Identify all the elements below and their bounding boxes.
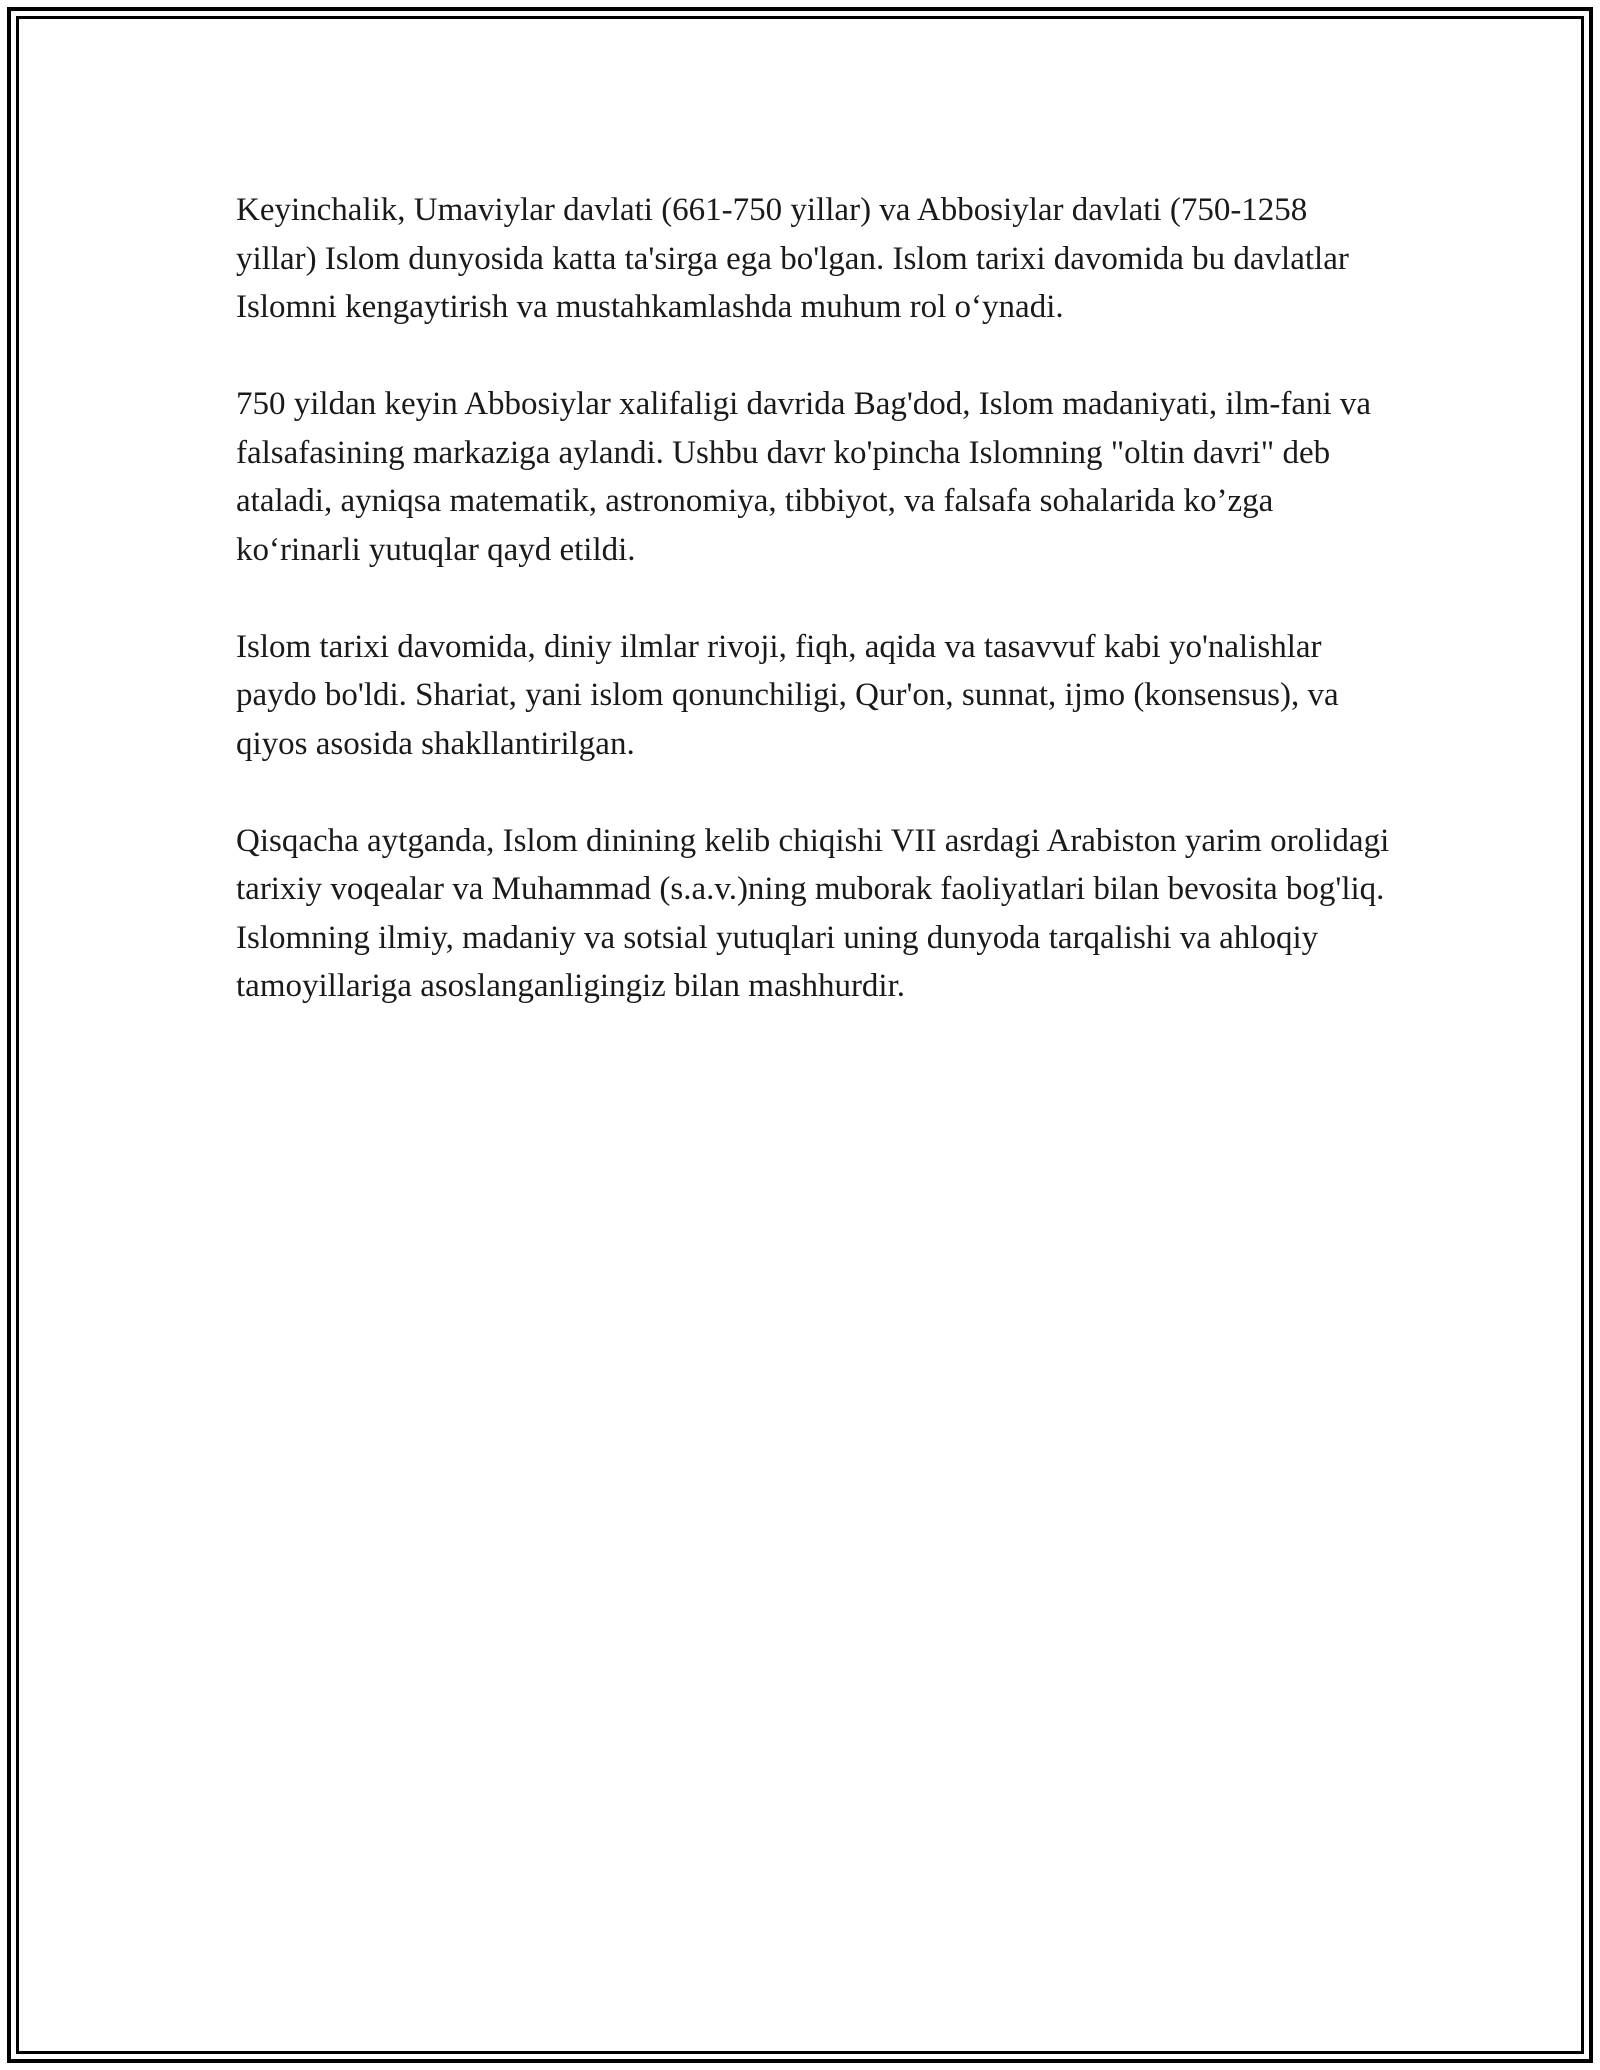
document-body xyxy=(236,186,1396,1059)
paragraph-4: Qisqacha aytganda, Islom dinining kelib chiqishi VII asrdagi Arabiston yarim orolidagi tarixiy voqealar va Muhammad (s.a.v.)ning muborak faoliyatlari bilan bevosita bog'liq. Islomning ilmiy, madaniy va sotsial yutuqlari uning dunyoda tarqalishi va ahloqiy tamoyillariga asoslanganligingiz bilan mashhurdir. xyxy=(236,822,1390,1004)
paragraph-2: 750 yildan keyin Abbosiylar xalifaligi davrida Bag'dod, Islom madaniyati, ilm-fani va falsafasining markaziga aylandi. Ushbu davr ko'pincha Islomning "oltin davri" deb ataladi, ayniqsa matematik, astronomiya, tibbiyot, va falsafa sohalarida ko’zga ko‘rinarli yutuqlar qayd etildi. xyxy=(236,386,1372,568)
paragraph-1: Keyinchalik, Umaviylar davlati (661-750 yillar) va Abbosiylar davlati (750-1258 yillar) Islom dunyosida katta ta'sirga ega bo'lgan. Islom tarixi davomida bu davlatlar Islomni kengaytirish va mustahkamlashda muhum rol o‘ynadi. xyxy=(236,192,1349,325)
paragraph-3: Islom tarixi davomida, diniy ilmlar rivoji, fiqh, aqida va tasavvuf kabi yo'nalishlar paydo bo'ldi. Shariat, yani islom qonunchiligi, Qur'on, sunnat, ijmo (konsensus), va qiyos asosida shakllantirilgan. xyxy=(236,628,1339,762)
